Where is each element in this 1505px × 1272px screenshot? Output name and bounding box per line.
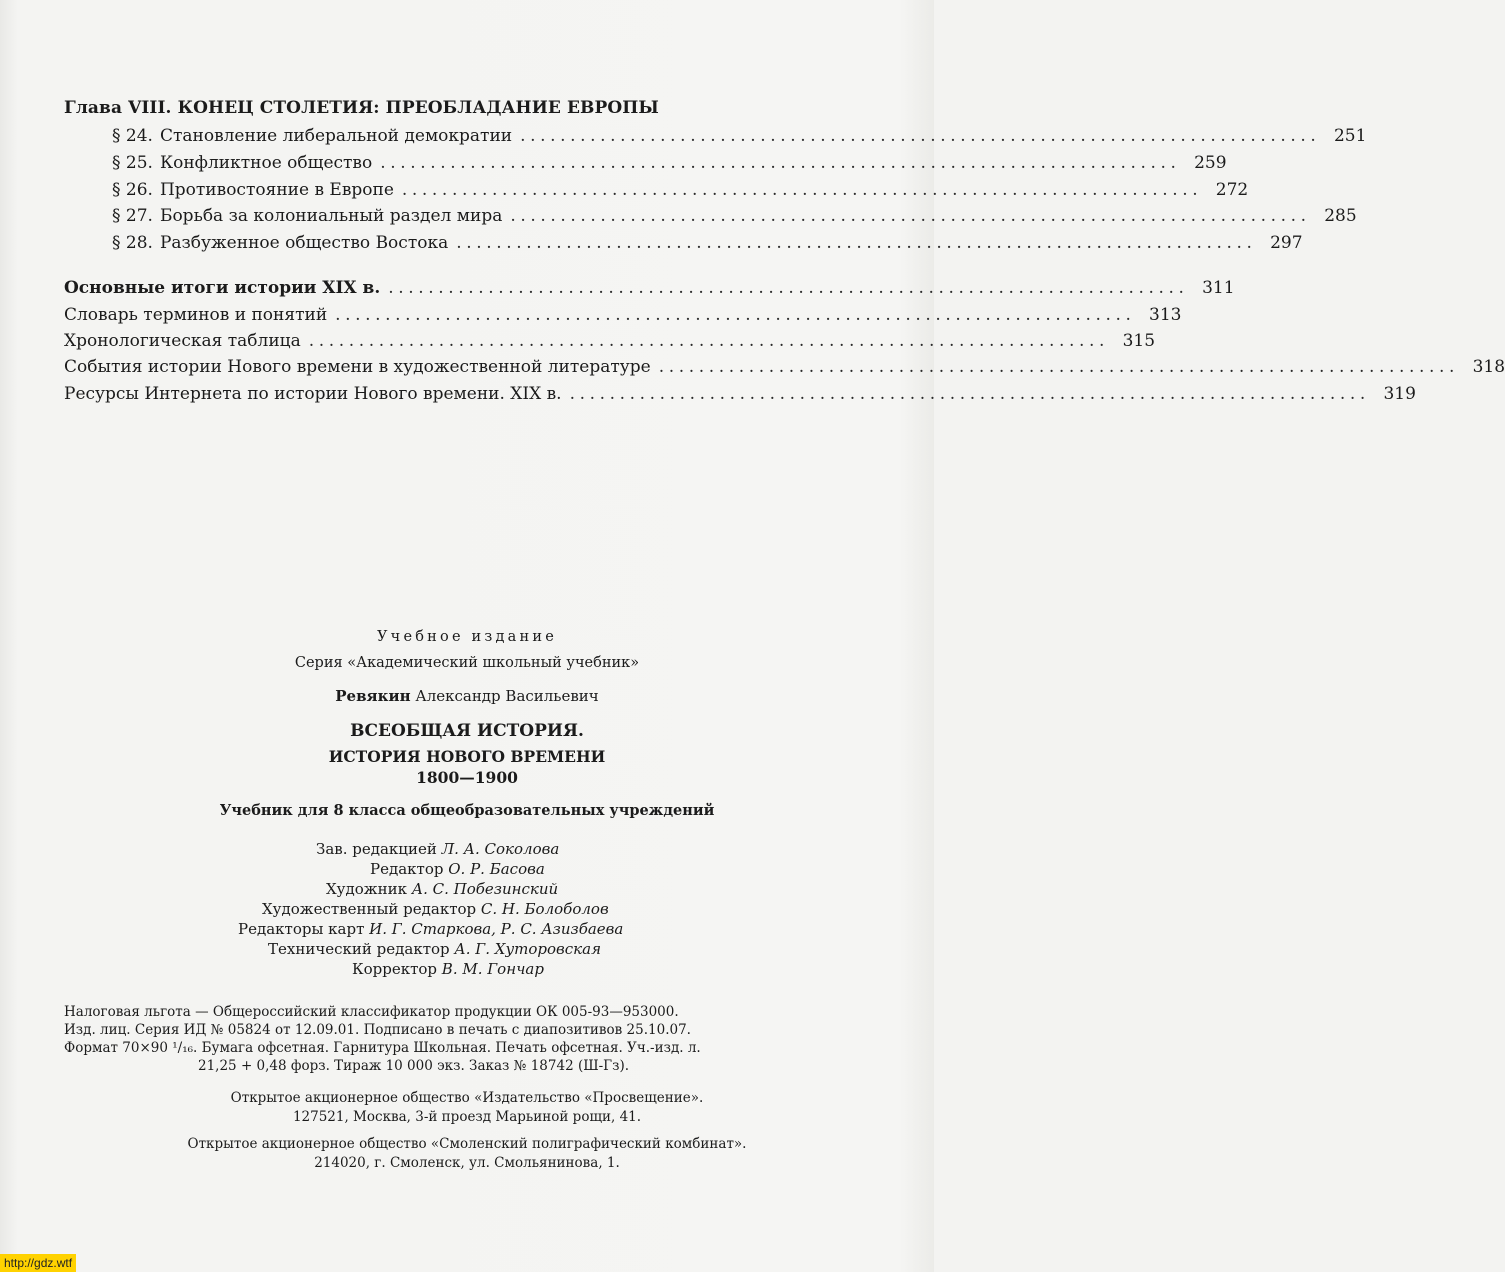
- section-title: Борьба за колониальный раздел мира: [159, 206, 503, 226]
- publisher-address: 127521, Москва, 3-й проезд Марьиной рощи, 41.: [292, 1109, 642, 1125]
- credit-role: Редакторы карт: [238, 920, 370, 938]
- leader-dots: ................................................................................: [335, 305, 1136, 325]
- toc-entry: [64, 384, 1416, 410]
- credit-line: [326, 880, 558, 898]
- page-number: 318: [1472, 357, 1505, 377]
- leader-dots: ................................................................................: [388, 278, 1189, 298]
- book-subtitle: ИСТОРИЯ НОВОГО ВРЕМЕНИ: [328, 747, 606, 766]
- toc-entry: [112, 206, 1357, 232]
- section-number: § 27.: [112, 206, 153, 226]
- entry-title: События истории Нового времени в художественной литературе: [64, 357, 651, 377]
- leader-dots: ................................................................................: [456, 233, 1257, 253]
- credit-name: Л. А. Соколова: [441, 840, 560, 858]
- legal-block: [64, 1003, 840, 1075]
- section-number: § 25.: [112, 153, 153, 173]
- credit-role: Корректор: [352, 960, 442, 978]
- section-number: § 28.: [112, 233, 153, 253]
- toc-entry: [112, 126, 1367, 152]
- entry-title: Ресурсы Интернета по истории Нового времени. XIX в.: [64, 384, 562, 404]
- entry-title: Словарь терминов и понятий: [64, 305, 328, 325]
- page-number: 285: [1324, 206, 1357, 226]
- credit-name: В. М. Гончар: [441, 960, 544, 978]
- book-years: 1800—1900: [416, 768, 518, 787]
- printer-address: 214020, г. Смоленск, ул. Смольянинова, 1.: [314, 1155, 620, 1171]
- credit-line: [316, 840, 559, 858]
- leader-dots: ................................................................................: [510, 206, 1311, 226]
- entry-title: Основные итоги истории XIX в.: [64, 278, 381, 298]
- toc-entry: [64, 331, 1156, 357]
- section-title: Конфликтное общество: [159, 153, 373, 173]
- credit-role: Зав. редакцией: [316, 840, 442, 858]
- toc-entry: [64, 278, 1235, 304]
- legal-line: 21,25 + 0,48 форз. Тираж 10 000 экз. Заказ № 18742 (Ш-Гз).: [198, 1058, 630, 1074]
- toc-entry: [112, 153, 1227, 179]
- book-title: ВСЕОБЩАЯ ИСТОРИЯ.: [350, 721, 584, 741]
- section-title: Противостояние в Европе: [159, 180, 394, 200]
- page-number: 251: [1333, 126, 1367, 146]
- credit-name: О. Р. Басова: [448, 860, 545, 878]
- page-number: 311: [1202, 278, 1235, 298]
- credit-name: С. Н. Болоболов: [480, 900, 609, 918]
- series-name: Серия «Академический школьный учебник»: [294, 655, 640, 671]
- publisher-name: Открытое акционерное общество «Издательство «Просвещение».: [230, 1090, 704, 1106]
- credit-name: А. Г. Хуторовская: [454, 940, 602, 958]
- credit-role: Технический редактор: [268, 940, 455, 958]
- credit-line: [238, 920, 623, 938]
- toc-entry: [64, 357, 1505, 383]
- page-number: 319: [1383, 384, 1416, 404]
- leader-dots: ................................................................................: [308, 331, 1110, 351]
- section-number: § 24.: [112, 126, 153, 146]
- credit-role: Художник: [326, 880, 412, 898]
- author-surname: Ревякин: [335, 687, 411, 705]
- toc-entry: [112, 233, 1303, 259]
- page-number: 272: [1215, 180, 1249, 200]
- toc-entry: [112, 180, 1249, 206]
- leader-dots: ................................................................................: [520, 126, 1321, 146]
- printer-name: Открытое акционерное общество «Смоленский полиграфический комбинат».: [187, 1136, 747, 1152]
- credit-role: Редактор: [370, 860, 449, 878]
- credit-role: Художественный редактор: [262, 900, 481, 918]
- legal-line: Формат 70×90 ¹/₁₆. Бумага офсетная. Гарнитура Школьная. Печать офсетная. Уч.-изд. л.: [64, 1040, 701, 1056]
- chapter-heading: Глава VIII. КОНЕЦ СТОЛЕТИЯ: ПРЕОБЛАДАНИЕ ЕВРОПЫ: [64, 98, 659, 118]
- section-title: Становление либеральной демократии: [159, 126, 513, 146]
- page-number: 313: [1149, 305, 1182, 325]
- credit-line: [262, 900, 609, 918]
- page-number: 297: [1270, 233, 1303, 253]
- credit-name: И. Г. Старкова, Р. С. Азизбаева: [369, 920, 624, 938]
- leader-dots: ................................................................................: [569, 384, 1370, 404]
- credit-line: [370, 860, 545, 878]
- credit-name: А. С. Побезинский: [411, 880, 559, 898]
- legal-line: Изд. лиц. Серия ИД № 05824 от 12.09.01. Подписано в печать с диапозитивов 25.10.07.: [64, 1022, 691, 1038]
- credit-line: [268, 940, 601, 958]
- leader-dots: ................................................................................: [401, 180, 1203, 200]
- edition-type: Учебное издание: [376, 629, 557, 645]
- section-number: § 26.: [112, 180, 153, 200]
- section-title: Разбуженное общество Востока: [159, 233, 449, 253]
- author-name: [0, 687, 934, 705]
- legal-line: Налоговая льгота — Общероссийский классификатор продукции ОК 005-93—953000.: [64, 1004, 679, 1020]
- leader-dots: ................................................................................: [658, 357, 1460, 377]
- leader-dots: ................................................................................: [380, 153, 1181, 173]
- printer-block: [0, 1135, 934, 1173]
- page-number: 259: [1194, 153, 1227, 173]
- watermark-link[interactable]: http://gdz.wtf: [0, 1254, 76, 1272]
- entry-title: Хронологическая таблица: [64, 331, 301, 351]
- page-number: 315: [1122, 331, 1156, 351]
- author-given-names: Александр Васильевич: [415, 687, 599, 705]
- toc-entry: [64, 305, 1182, 331]
- textbook-audience: Учебник для 8 класса общеобразовательных учреждений: [219, 802, 715, 819]
- credit-line: [352, 960, 544, 978]
- publisher-block: [0, 1089, 934, 1127]
